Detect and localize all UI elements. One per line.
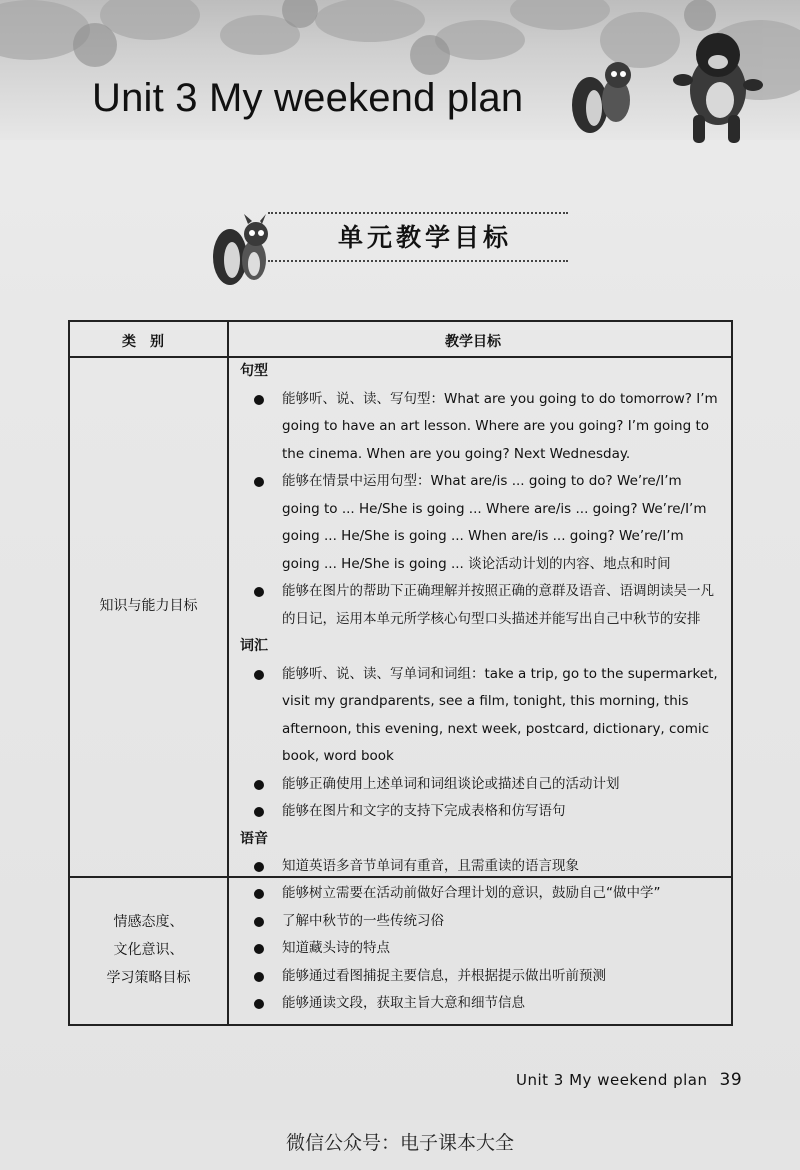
squirrel-and-bear-illustration	[568, 20, 768, 160]
subtitle-vocabulary: 词汇	[240, 638, 268, 654]
subtitle-pronunciation: 语音	[240, 830, 268, 847]
list-item: 能够在图片和文字的支持下完成表格和仿写语句	[240, 798, 722, 826]
list-item: 能够在情景中运用句型：What are/is ... going to do? We’re/I’m going to ... He/She is going ... Where are/is ... going? We’re/I’m going ... He/She is going ... When are/is ... going? We’re/I’m going ... He/She is going ... 谈论活动计划的内容、地点和时间	[240, 468, 722, 578]
list-item: 能够正确使用上述单词和词组谈论或描述自己的活动计划	[240, 771, 722, 799]
header-category: 类 别	[122, 334, 164, 350]
attitude-culture-strategy-content	[240, 880, 722, 1018]
list-item: 知道英语多音节单词有重音，且需重读的语言现象	[240, 853, 722, 881]
section-title: 单元教学目标	[338, 223, 513, 252]
page-footer	[516, 1070, 742, 1090]
list-item: 了解中秋节的一些传统习俗	[240, 908, 722, 936]
subtitle-sentence-patterns: 句型	[240, 363, 268, 379]
category-attitude-culture-strategy: 情感态度、 文化意识、 学习策略目标	[106, 914, 191, 986]
unit-title: Unit 3 My weekend plan	[92, 76, 524, 120]
list-item: 能够在图片的帮助下正确理解并按照正确的意群及语音、语调朗读吴一凡的日记，运用本单元所学核心句型口头描述并能写出自己中秋节的安排	[240, 578, 722, 633]
list-item: 能够通读文段，获取主旨大意和细节信息	[240, 990, 722, 1018]
list-item: 能够树立需要在活动前做好合理计划的意识，鼓励自己“做中学”	[240, 880, 722, 908]
footer-unit-title: Unit 3 My weekend plan	[516, 1071, 708, 1089]
squirrel-icon	[210, 212, 274, 290]
knowledge-ability-content	[240, 358, 722, 881]
header-objectives: 教学目标	[445, 334, 501, 350]
list-item: 知道藏头诗的特点	[240, 935, 722, 963]
list-item: 能够听、说、读、写句型：What are you going to do tomorrow? I’m going to have an art lesson. Where are you going? I’m going to the cinema. When are you going? Next Wednesday.	[240, 386, 722, 469]
page-number: 39	[719, 1070, 743, 1090]
list-item: 能够通过看图捕捉主要信息，并根据提示做出听前预测	[240, 963, 722, 991]
section-title-bottom-rule	[268, 260, 568, 262]
objectives-table	[68, 320, 733, 1026]
source-credit: 微信公众号：电子课本大全	[285, 1132, 514, 1154]
list-item: 能够听、说、读、写单词和词组：take a trip, go to the supermarket, visit my grandparents, see a film, tonight, this morning, this afternoon, this evening, next week, postcard, dictionary, comic book, word book	[240, 661, 722, 771]
category-knowledge-ability: 知识与能力目标	[99, 598, 198, 614]
section-title-top-rule	[268, 212, 568, 214]
